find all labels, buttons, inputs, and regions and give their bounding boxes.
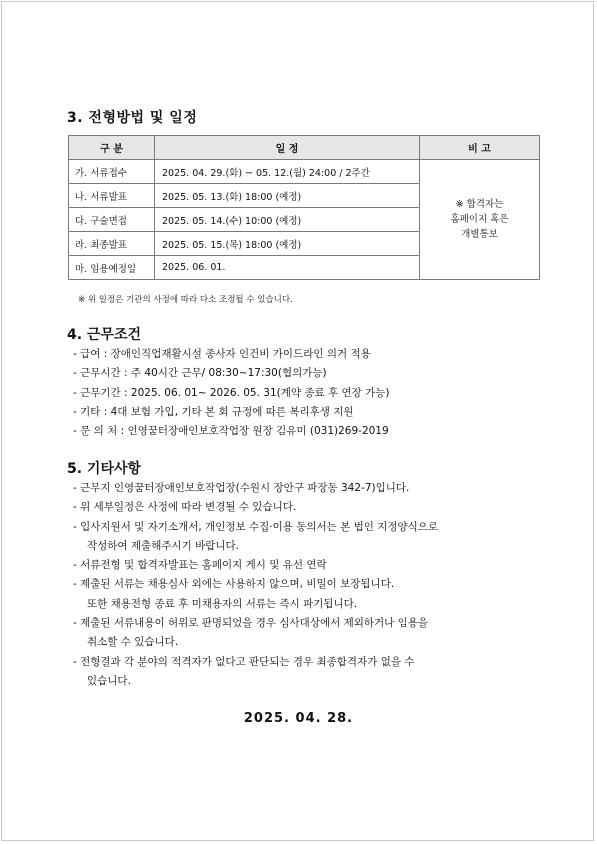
schedule-table	[68, 135, 540, 280]
list-item: - 근무시간 : 주 40시간 근무/ 08:30~17:30(협의가능)	[73, 367, 327, 380]
row-schedule: 2025. 04. 29.(화) ~ 05. 12.(월) 24:00 / 2주간	[155, 160, 420, 184]
header-note: 비 고	[420, 136, 540, 160]
table-row	[69, 160, 540, 184]
list-item: - 근무기간 : 2025. 06. 01~ 2026. 05. 31(계약 종료 후 연장 가능)	[73, 386, 390, 399]
list-item: - 전형결과 각 분야의 적격자가 없다고 판단되는 경우 최종합격자가 없을 수	[73, 655, 415, 668]
row-schedule: 2025. 05. 14.(수) 10:00 (예정)	[155, 208, 420, 232]
section-4-title: 4. 근무조건	[67, 327, 142, 343]
list-item-continuation: 작성하여 제출해주시기 바랍니다.	[87, 539, 240, 552]
work-conditions-list	[73, 345, 389, 441]
list-item: - 위 세부일정은 사정에 따라 변경될 수 있습니다.	[73, 501, 297, 514]
note-line: 홈페이지 혹은	[450, 213, 509, 225]
list-item-continuation: 있습니다.	[87, 674, 131, 687]
other-notes-list	[73, 479, 438, 691]
header-schedule: 일 정	[155, 136, 420, 160]
list-item: - 제출된 서류내용이 허위로 판명되었을 경우 심사대상에서 제외하거나 임용을	[73, 617, 429, 630]
note-line: ※ 합격자는	[455, 198, 504, 210]
row-category: 다. 구술면접	[69, 208, 155, 232]
schedule-footnote: ※ 위 일정은 기관의 사정에 따라 다소 조정될 수 있습니다.	[78, 295, 293, 305]
row-schedule: 2025. 05. 13.(화) 18:00 (예정)	[155, 184, 420, 208]
list-item: - 급여 : 장애인직업재활시설 종사자 인건비 가이드라인 의거 적용	[73, 348, 371, 360]
table-header-row	[69, 136, 540, 160]
row-category: 가. 서류접수	[69, 160, 155, 184]
note-line: 개별통보	[461, 229, 498, 241]
row-schedule: 2025. 05. 15.(목) 18:00 (예정)	[155, 232, 420, 256]
note-cell	[420, 160, 540, 280]
list-item-continuation: 취소할 수 있습니다.	[87, 636, 179, 649]
row-category: 라. 최종발표	[69, 232, 155, 256]
row-category: 마. 임용예정일	[69, 256, 155, 280]
list-item: - 기타 : 4대 보험 가입, 기타 본 회 규정에 따른 복리후생 지원	[73, 405, 354, 418]
list-item: - 제출된 서류는 채용심사 외에는 사용하지 않으며, 비밀이 보장됩니다.	[73, 578, 395, 591]
list-item: - 근무지 인영꿈터장애인보호작업장(수원시 장안구 파장동 342-7)입니다.	[73, 482, 410, 494]
row-schedule: 2025. 06. 01.	[155, 256, 420, 280]
row-category: 나. 서류발표	[69, 184, 155, 208]
document-date: 2025. 04. 28.	[243, 711, 354, 726]
header-category: 구 분	[69, 136, 155, 160]
list-item: - 입사지원서 및 자기소개서, 개인정보 수집·이용 동의서는 본 법인 지정양식으로	[73, 520, 439, 533]
section-3-title: 3. 전형방법 및 일정	[67, 110, 198, 126]
list-item-continuation: 또한 채용전형 종료 후 미채용자의 서류는 즉시 파기됩니다.	[87, 597, 358, 610]
list-item: - 문 의 처 : 인영꿈터장애인보호작업장 원장 김유미 (031)269-2019	[73, 425, 389, 438]
list-item: - 서류전형 및 합격자발표는 홈페이지 게시 및 유선 연락	[73, 559, 327, 572]
section-5-title: 5. 기타사항	[67, 461, 142, 477]
